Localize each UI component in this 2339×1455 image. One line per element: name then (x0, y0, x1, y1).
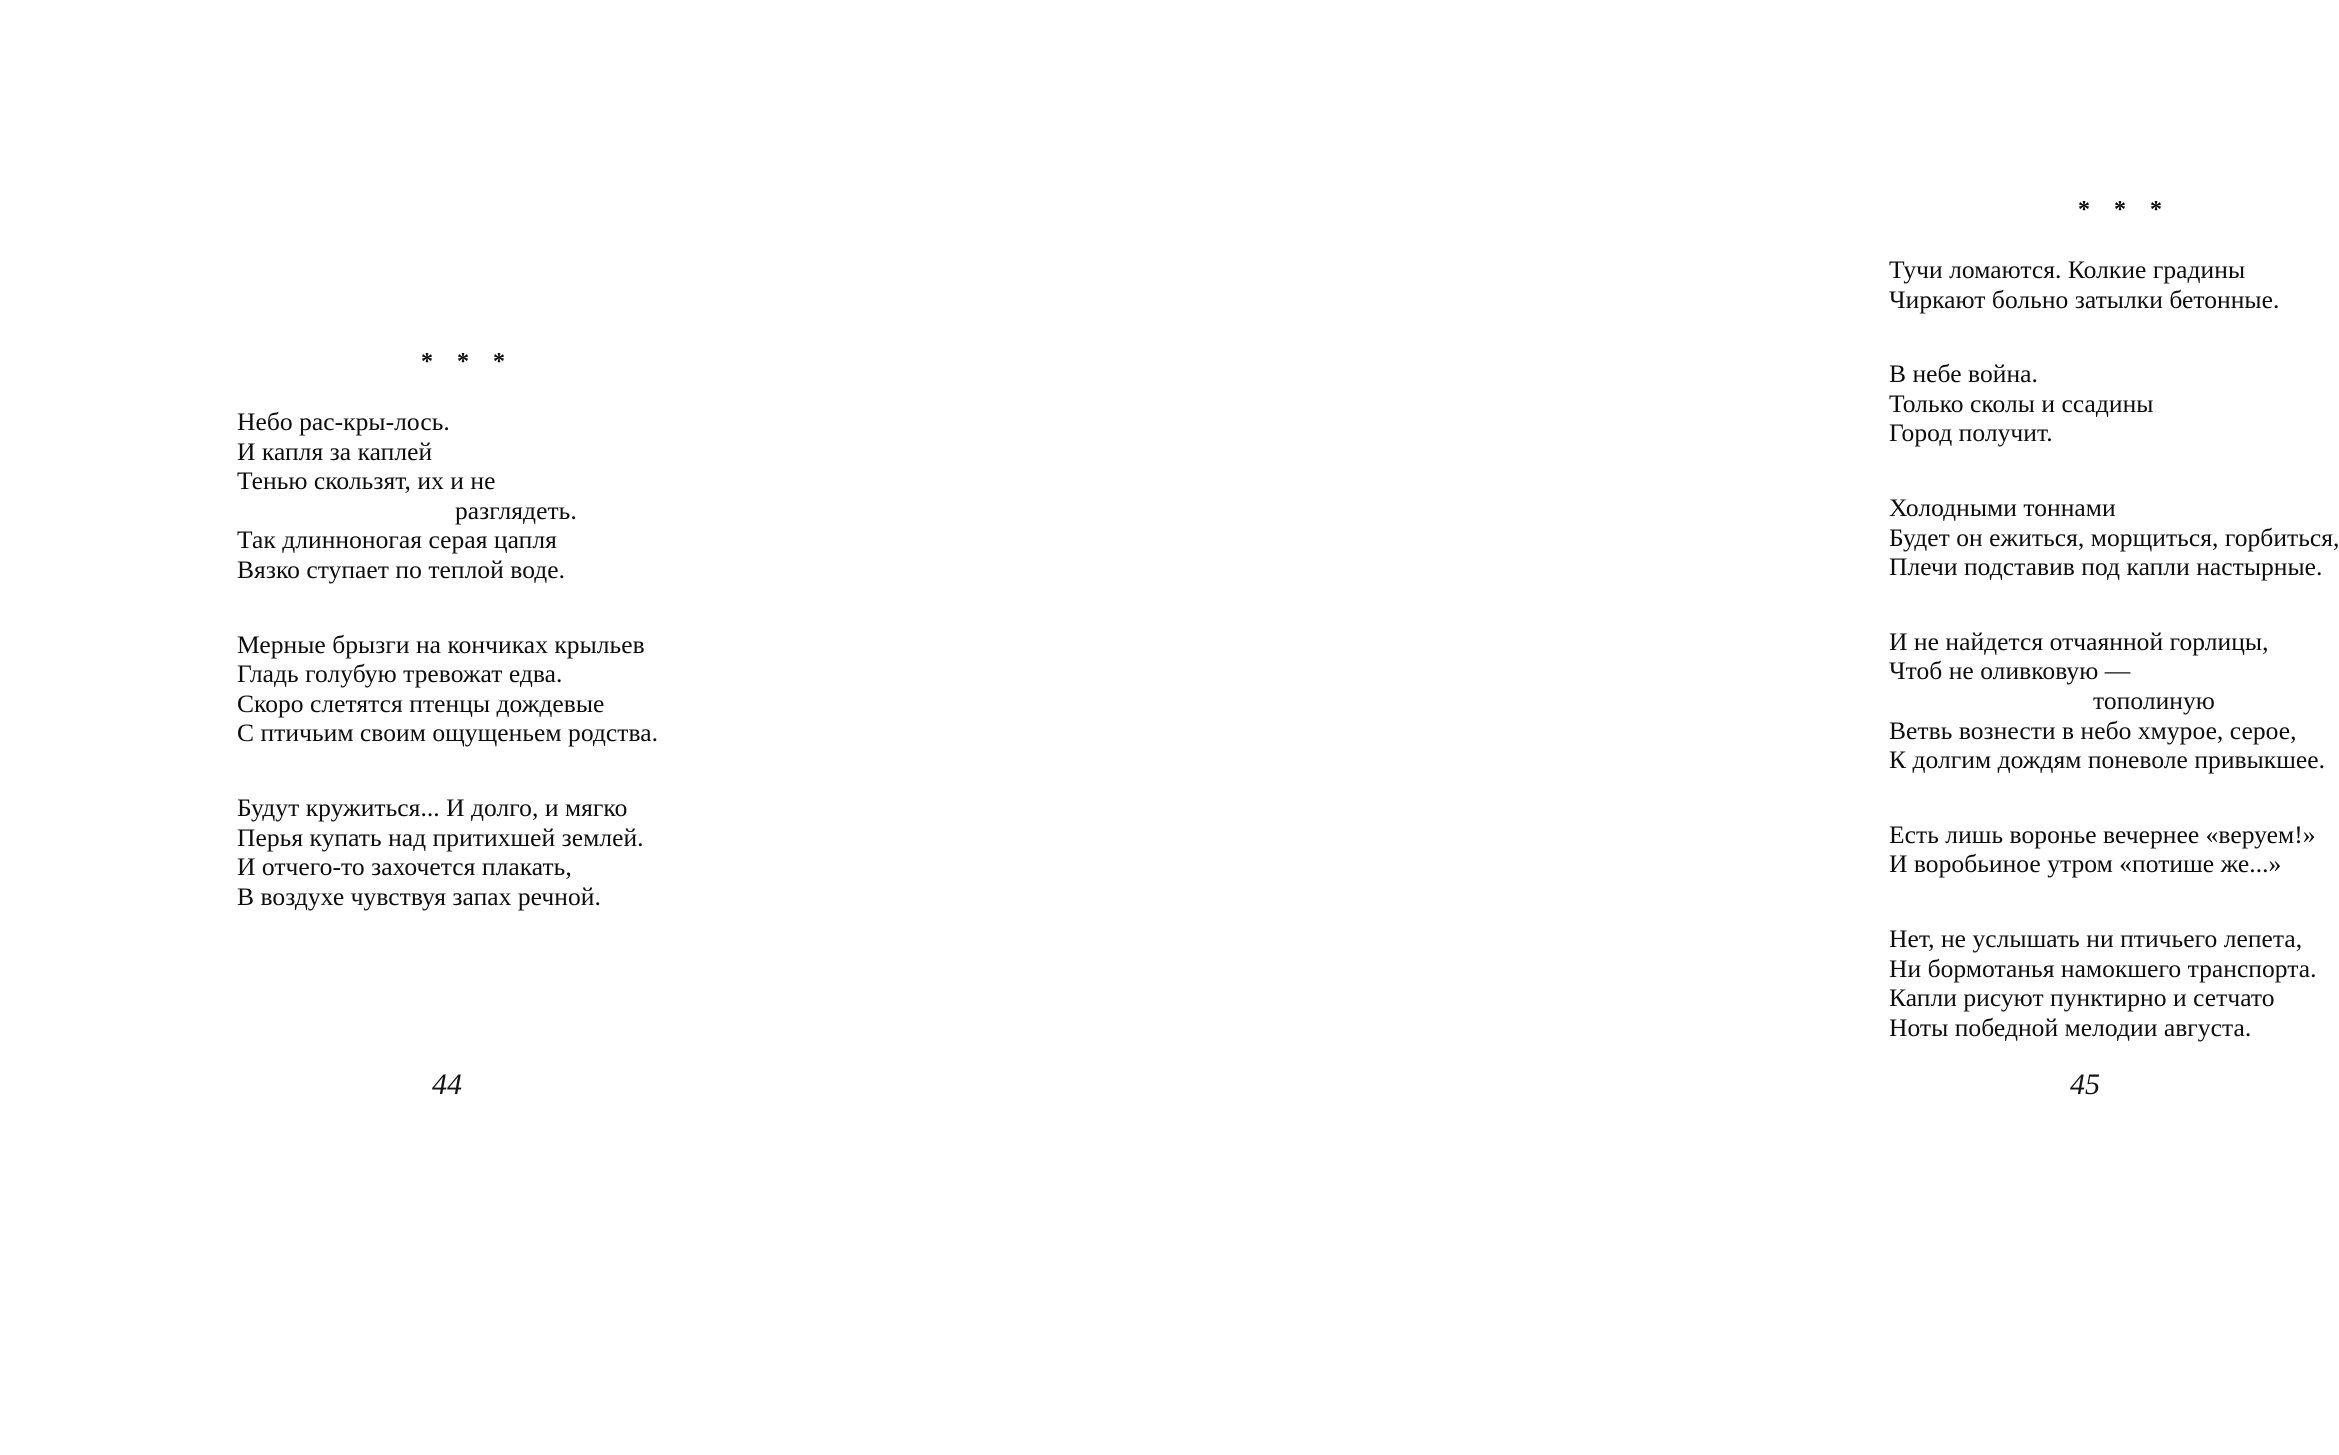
poem-line: Только сколы и ссадины (1889, 388, 2154, 418)
poem-line: И отчего-то захочется плакать, (237, 852, 572, 882)
poem-right (1889, 196, 2339, 1042)
poem-stanza (1889, 820, 2339, 879)
poem-line: Город получит. (1889, 418, 2053, 448)
poem-line: Мерные брызги на кончиках крыльев (237, 629, 645, 659)
poem-line: Тенью скользят, их и не (237, 466, 496, 496)
page-number-right: 45 (2070, 1068, 2100, 1101)
poem-line: Так длинноногая серая цапля (237, 525, 557, 555)
poem-line: тополиную (2093, 685, 2215, 715)
poem-line: Чиркают больно затылки бетонные. (1889, 284, 2280, 314)
poem-stanza (1889, 924, 2339, 1042)
poem-divider-asterisks: * * * (2078, 197, 2171, 223)
poem-stanza (1889, 255, 2339, 314)
poem-stanza (1889, 627, 2339, 775)
page-left (0, 0, 935, 1455)
poem-line: К долгим дождям поневоле привыкшее. (1889, 745, 2326, 775)
poem-line: Скоро слетятся птенцы дождевые (237, 688, 605, 718)
poem-line: И не найдется отчаянной горлицы, (1889, 626, 2269, 656)
poem-line: Холодными тоннами (1889, 492, 2116, 522)
poem-left (237, 348, 658, 911)
poem-stanza (237, 630, 658, 748)
poem-stanza (1889, 493, 2339, 582)
poem-stanza (1889, 359, 2339, 448)
poem-line: Тучи ломаются. Колкие градины (1889, 255, 2246, 284)
poem-line: И воробьиное утром «потише же...» (1889, 849, 2282, 879)
poem-line: Перья купать над притихшей землей. (237, 822, 644, 852)
stanza-container-right (1889, 255, 2339, 1042)
poem-line: Ноты победной мелодии августа. (1889, 1012, 2252, 1042)
stanza-container-left (237, 407, 658, 911)
poem-line: В небе война. (1889, 359, 2038, 389)
page-number-left: 44 (432, 1068, 462, 1101)
poem-line: Капли рисуют пунктирно и сетчато (1889, 983, 2275, 1013)
poem-line: Ветвь вознести в небо хмурое, серое, (1889, 715, 2297, 745)
poem-line: Ни бормотанья намокшего транспорта. (1889, 953, 2317, 983)
poem-line: Гладь голубую тревожат едва. (237, 659, 563, 689)
page-right (935, 0, 2339, 1455)
poem-line: Будет он ежиться, морщиться, горбиться, (1889, 522, 2339, 552)
poem-line: Есть лишь воронье вечернее «веруем!» (1889, 819, 2316, 849)
poem-stanza (237, 793, 658, 911)
poem-line: Чтоб не оливковую — (1889, 656, 2131, 686)
poem-line: разглядеть. (455, 495, 577, 525)
poem-line: Нет, не услышать ни птичьего лепета, (1889, 923, 2303, 953)
poem-line: Вязко ступает по теплой воде. (237, 554, 566, 584)
poem-line: И капля за каплей (237, 436, 433, 466)
poem-stanza (237, 407, 658, 585)
poem-line: Небо рас-кры-лось. (237, 407, 450, 436)
poem-line: В воздухе чувствуя запах речной. (237, 881, 601, 911)
poem-divider-asterisks: * * * (421, 349, 514, 375)
poem-line: Будут кружиться... И долго, и мягко (237, 792, 628, 822)
poem-line: С птичьим своим ощущеньем родства. (237, 718, 659, 748)
poem-line: Плечи подставив под капли настырные. (1889, 552, 2323, 582)
